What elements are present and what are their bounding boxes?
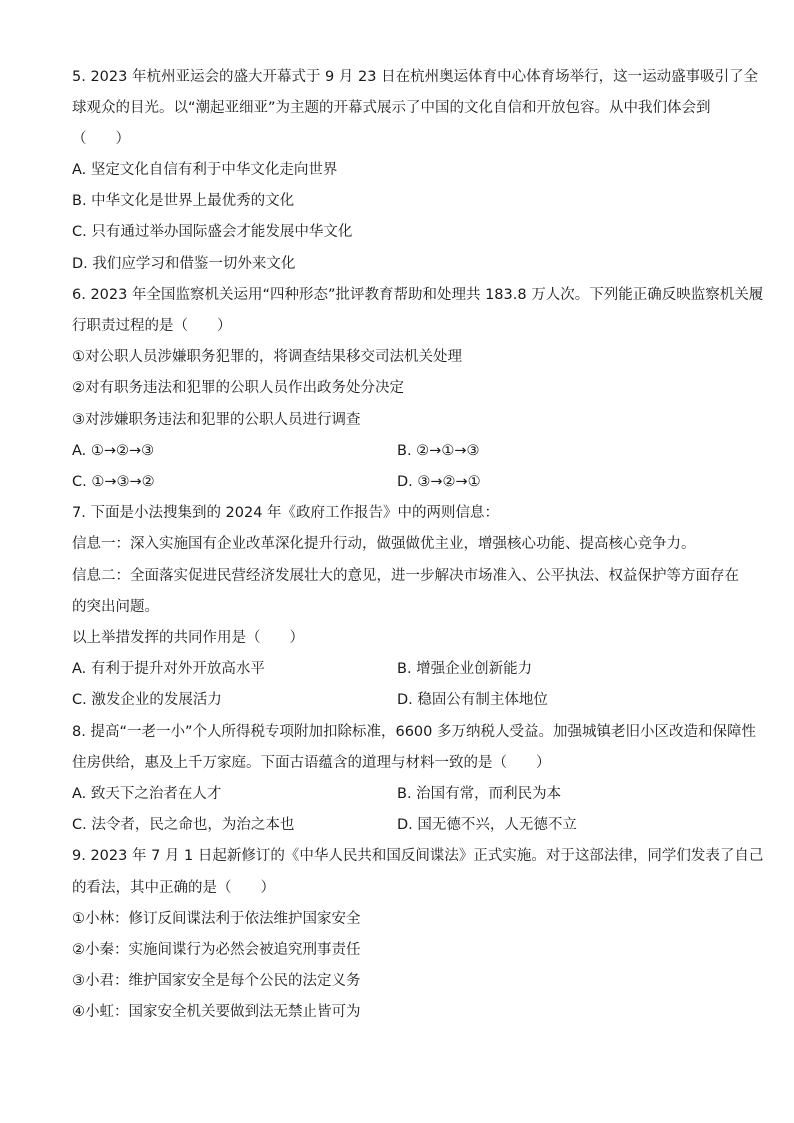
q6-option-a: A. ①→②→③: [72, 443, 155, 459]
q6-item-2: ②对有职务违法和犯罪的公职人员作出政务处分决定: [72, 380, 404, 396]
q7-option-c: C. 激发企业的发展活力: [72, 692, 222, 708]
q6-option-d: D. ③→②→①: [397, 474, 481, 490]
q5-stem-line-3: （ ）: [72, 131, 130, 147]
q7-stem-line-1: 7. 下面是小法搜集到的 2024 年《政府工作报告》中的两则信息：: [72, 505, 500, 521]
q5-stem-line-1: 5. 2023 年杭州亚运会的盛大开幕式于 9 月 23 日在杭州奥运体育中心体育场举行，这一运动盛事吸引了全: [72, 69, 759, 85]
q8-stem-line-1: 8. 提高“一老一小”个人所得税专项附加扣除标准，6600 多万纳税人受益。加强城镇老旧小区改造和保障性: [72, 724, 756, 740]
q6-option-b: B. ②→①→③: [397, 443, 480, 459]
q7-option-a: A. 有利于提升对外开放高水平: [72, 661, 265, 677]
q8-option-c: C. 法令者，民之命也，为治之本也: [72, 817, 295, 833]
q5-option-b: B. 中华文化是世界上最优秀的文化: [72, 193, 295, 209]
q6-item-3: ③对涉嫌职务违法和犯罪的公职人员进行调查: [72, 412, 361, 428]
q7-info-1: 信息一：深入实施国有企业改革深化提升行动，做强做优主业，增强核心功能、提高核心竞争力。: [72, 536, 696, 552]
q9-stem-line-2: 的看法，其中正确的是（ ）: [72, 880, 275, 896]
q6-stem-line-1: 6. 2023 年全国监察机关运用“四种形态”批评教育帮助和处理共 183.8 万人次。下列能正确反映监察机关履: [72, 287, 764, 303]
q7-question: 以上举措发挥的共同作用是（ ）: [72, 630, 304, 646]
q6-item-1: ①对公职人员涉嫌职务犯罪的，将调查结果移交司法机关处理: [72, 349, 462, 365]
q7-option-d: D. 稳固公有制主体地位: [397, 692, 548, 708]
q5-stem-line-2: 球观众的目光。以“潮起亚细亚”为主题的开幕式展示了中国的文化自信和开放包容。从中我们体会到: [72, 100, 711, 116]
q8-option-a: A. 致天下之治者在人才: [72, 786, 222, 802]
q7-info-2-line-1: 信息二：全面落实促进民营经济发展壮大的意见，进一步解决市场准入、公平执法、权益保护等方面存在: [72, 568, 739, 584]
q8-option-d: D. 国无德不兴，人无德不立: [397, 817, 577, 833]
q9-stem-line-1: 9. 2023 年 7 月 1 日起新修订的《中华人民共和国反间谍法》正式实施。对于这部法律，同学们发表了自己: [72, 848, 764, 864]
q7-option-b: B. 增强企业创新能力: [397, 661, 533, 677]
q9-item-2: ②小秦：实施间谍行为必然会被追究刑事责任: [72, 942, 361, 958]
q5-option-c: C. 只有通过举办国际盛会才能发展中华文化: [72, 224, 353, 240]
q6-stem-line-2: 行职责过程的是（ ）: [72, 318, 232, 334]
q7-info-2-line-2: 的突出问题。: [72, 599, 159, 615]
q9-item-1: ①小林：修订反间谍法利于依法维护国家安全: [72, 911, 361, 927]
q9-item-3: ③小君：维护国家安全是每个公民的法定义务: [72, 973, 361, 989]
q6-option-c: C. ①→③→②: [72, 474, 155, 490]
q8-option-b: B. 治国有常，而利民为本: [397, 786, 562, 802]
q5-option-d: D. 我们应学习和借鉴一切外来文化: [72, 256, 296, 272]
q8-stem-line-2: 住房供给，惠及上千万家庭。下面古语蕴含的道理与材料一致的是（ ）: [72, 755, 551, 771]
q9-item-4: ④小虹：国家安全机关要做到法无禁止皆可为: [72, 1004, 361, 1020]
q5-option-a: A. 坚定文化自信有利于中华文化走向世界: [72, 162, 338, 178]
